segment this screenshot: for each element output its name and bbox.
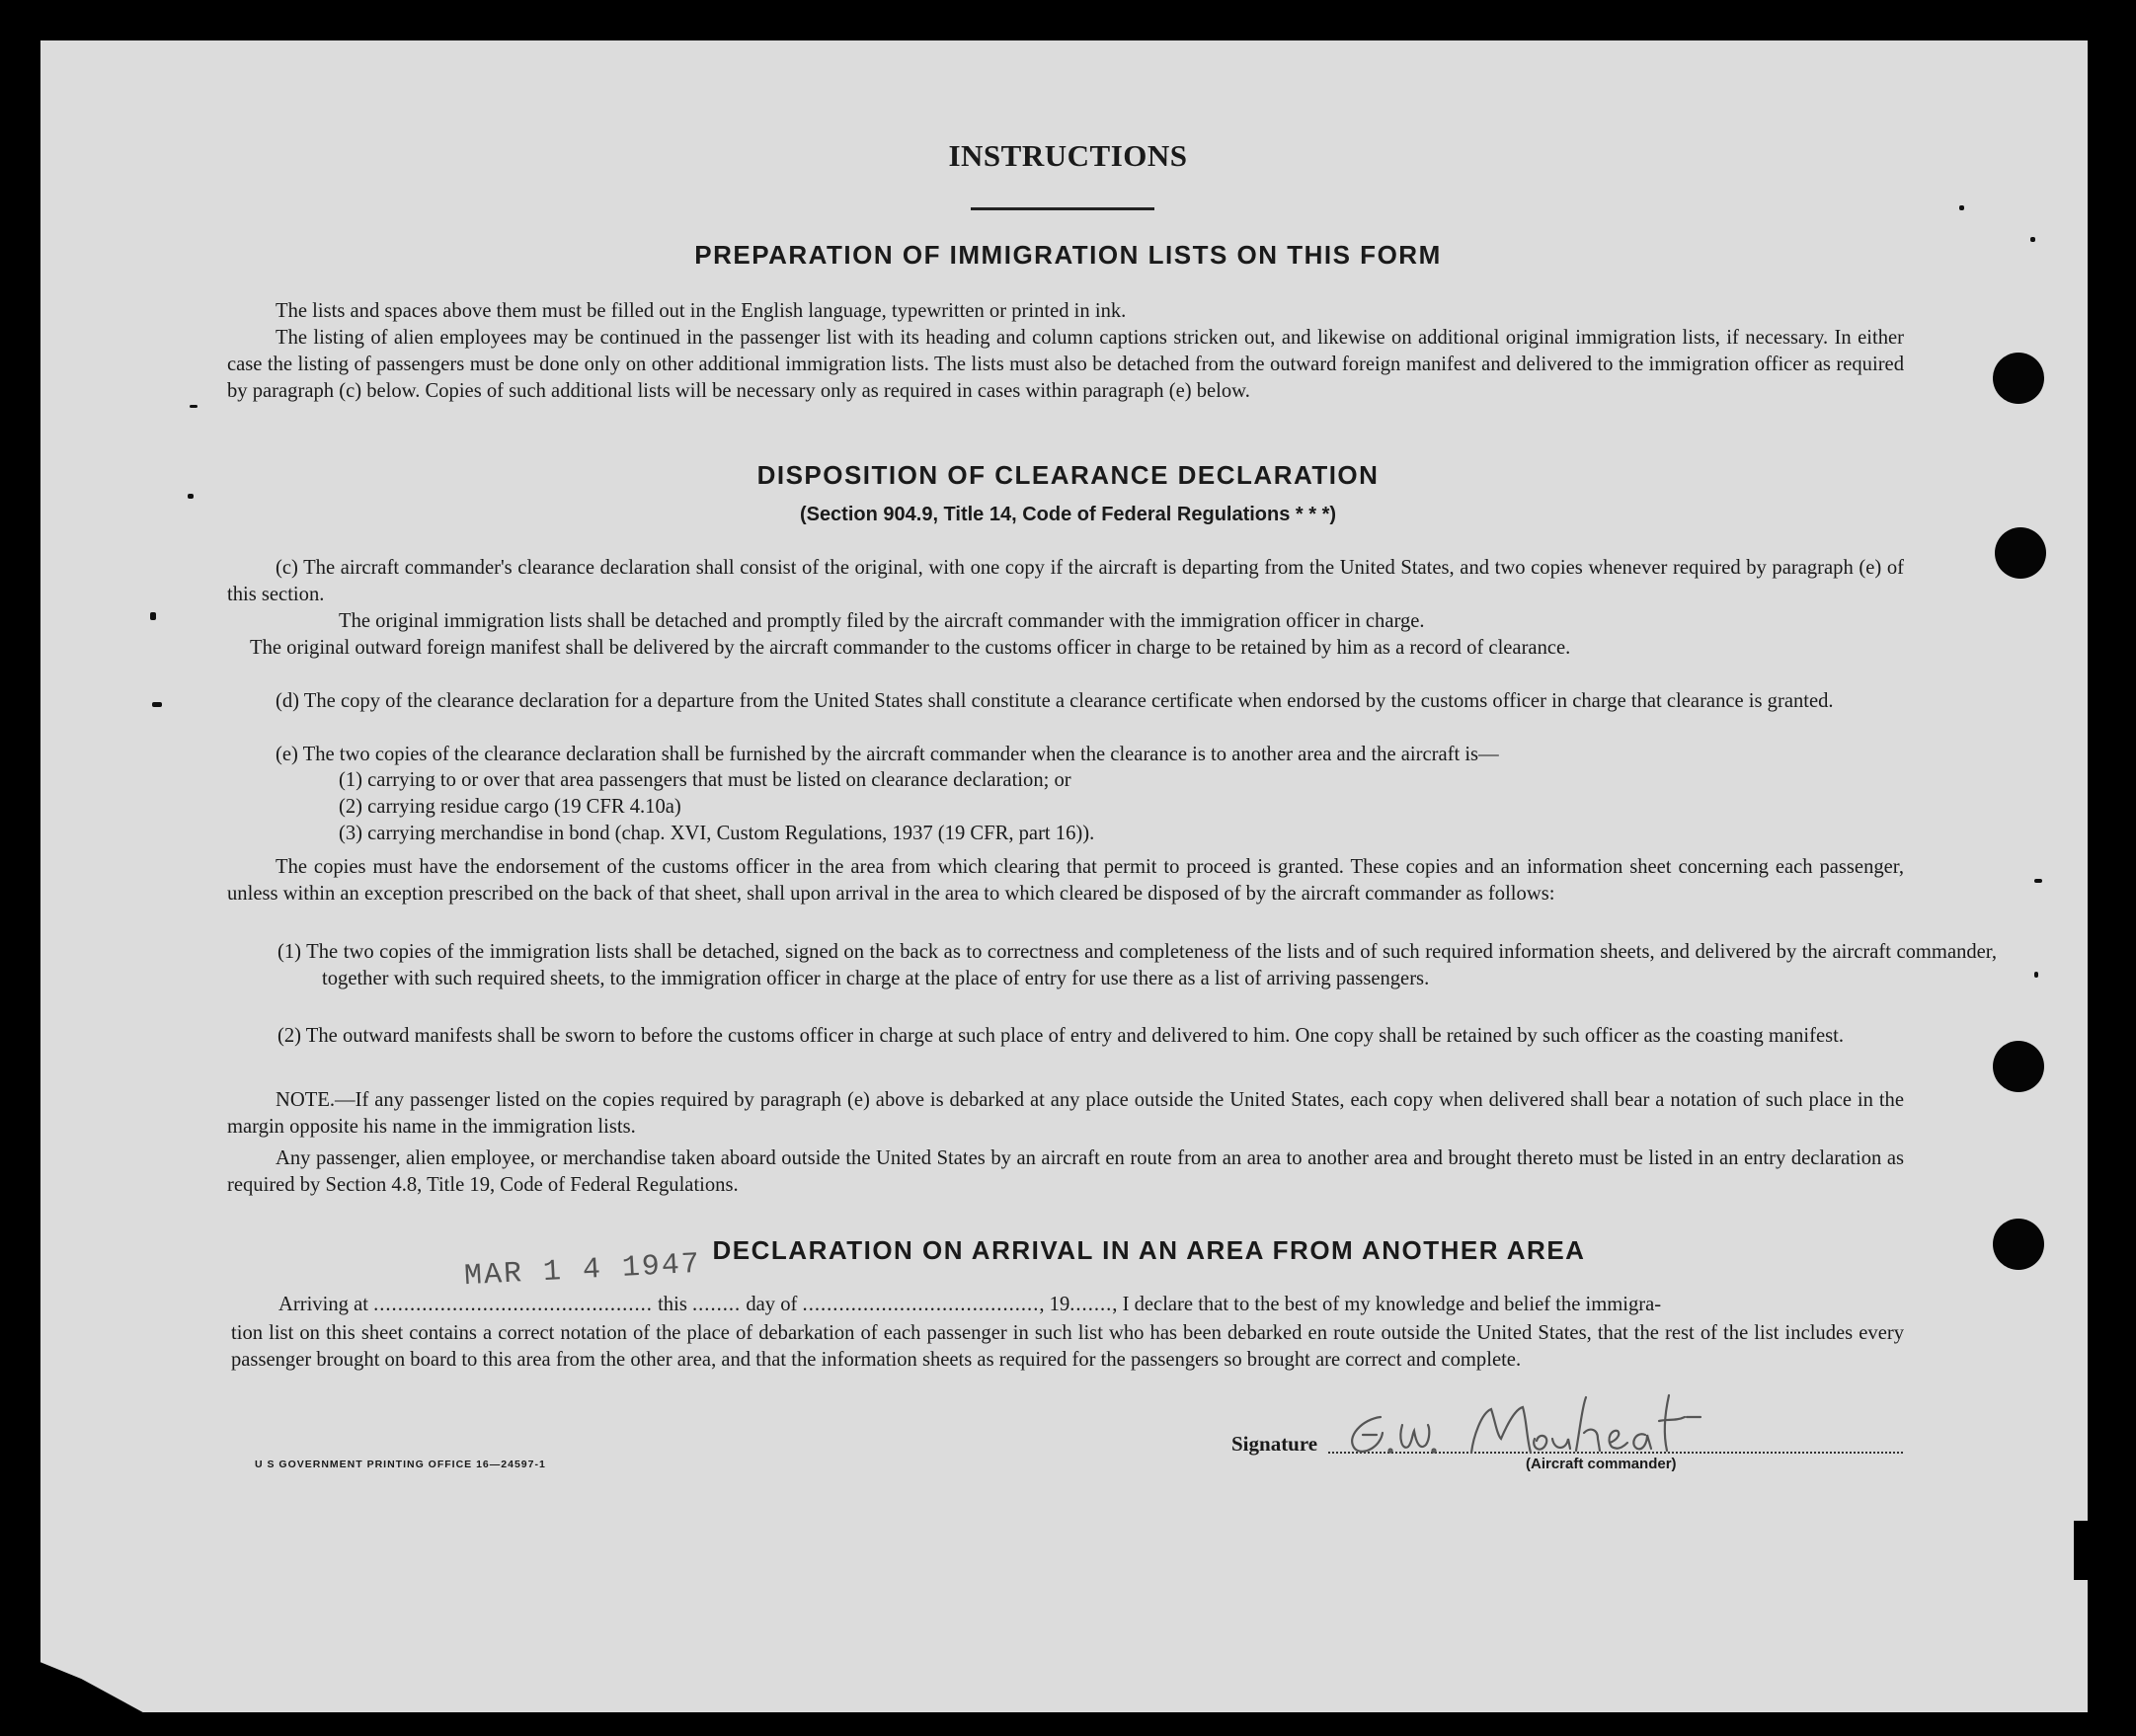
list-item-e1: (1) carrying to or over that area passengers that must be listed on clearance declaration; or: [339, 769, 1071, 791]
paragraph-e: (e) The two copies of the clearance declaration shall be furnished by the aircraft commander when the clearance is to another area and the aircraft is—: [276, 744, 1499, 765]
edge-tear: [2074, 1521, 2123, 1580]
paragraph-note: NOTE.—If any passenger listed on the copies required by paragraph (e) above is debarked at any place outside the United States, each copy when delivered shall bear a notation of such place in the margin opposite his name in the immigration lists.: [227, 1089, 1904, 1138]
paragraph-alien-employees: The listing of alien employees may be continued in the passenger list with its heading and column captions stricken out, and likewise on additional original immigration lists, if necessary. In either case the listing of passengers must be done only on other additional immigration lists. The lists must also be detached from the outward foreign manifest and delivered to the immigration officer as required by paragraph (c) below. Copies of such additional lists will be necessary only as required in cases within paragraph (e) below.: [227, 327, 1904, 402]
list-item-arrival-1: (1) The two copies of the immigration lists shall be detached, signed on the back as to correctness and completeness of the lists and of such required information sheets, and delivered by the aircraft commander, together with such required sheets, to the immigration officer in charge at the place of entry for use there as a list of arriving passengers.: [277, 941, 1997, 989]
speck: [190, 405, 198, 408]
punch-hole: [1995, 527, 2046, 579]
signature-label: Signature: [1231, 1432, 1318, 1456]
year-label: 19: [1049, 1294, 1070, 1315]
paragraph-c-outward-manifest: The original outward foreign manifest shall be delivered by the aircraft commander to the customs officer in charge to be retained by him as a record of clearance.: [250, 637, 1571, 659]
title-underline: [971, 207, 1154, 210]
list-item-arrival-2: (2) The outward manifests shall be sworn to before the customs officer in charge at such place of entry and delivered to him. One copy shall be retained by such officer as the coasting manifest.: [277, 1025, 1844, 1047]
section-heading-preparation: PREPARATION OF IMMIGRATION LISTS ON THIS FORM: [694, 240, 1442, 270]
day-field[interactable]: ........: [692, 1294, 742, 1315]
speck: [150, 612, 156, 620]
speck: [152, 702, 162, 707]
speck: [2034, 972, 2038, 978]
year-field[interactable]: .......: [1069, 1294, 1113, 1315]
speck: [1959, 205, 1964, 210]
speck: [2034, 879, 2042, 883]
list-item-e3: (3) carrying merchandise in bond (chap. XVI, Custom Regulations, 1937 (19 CFR, part 16)).: [339, 823, 1095, 844]
this-label: this: [658, 1294, 687, 1315]
declare-text: I declare that to the best of my knowledge and belief the immigra-: [1122, 1294, 1662, 1315]
paragraph-english-language: The lists and spaces above them must be filled out in the English language, typewritten or printed in ink.: [276, 300, 1127, 322]
list-item-e2: (2) carrying residue cargo (19 CFR 4.10a): [339, 796, 681, 818]
date-stamp: MAR 1 4 1947: [463, 1247, 702, 1295]
paragraph-any-passenger: Any passenger, alien employee, or merchandise taken aboard outside the United States by an aircraft en route from an area to another area and brought thereto must be listed in an entry declaration as required by Section 4.8, Title 19, Code of Federal Regulations.: [227, 1147, 1904, 1196]
paragraph-d: (d) The copy of the clearance declaration for a departure from the United States shall constitute a clearance certificate when endorsed by the customs officer in charge that clearance is granted.: [276, 690, 1834, 712]
speck: [188, 494, 194, 499]
printing-office-footer: U S GOVERNMENT PRINTING OFFICE 16—24597-1: [255, 1459, 546, 1470]
declaration-line-1: Arriving at .............................................. this ........ day of ......................................., 19......., I declare that to the best of my knowledge and belief the immigra-: [278, 1294, 1662, 1315]
arriving-label: Arriving at: [278, 1294, 368, 1315]
section-heading-disposition: DISPOSITION OF CLEARANCE DECLARATION: [756, 460, 1380, 490]
section-heading-declaration: DECLARATION ON ARRIVAL IN AN AREA FROM ANOTHER AREA: [712, 1235, 1586, 1265]
punch-hole: [1993, 353, 2044, 404]
signature-caption: (Aircraft commander): [1526, 1456, 1677, 1472]
section-subheading-citation: (Section 904.9, Title 14, Code of Federal Regulations * * *): [799, 504, 1337, 525]
paragraph-c: (c) The aircraft commander's clearance declaration shall consist of the original, with one copy if the aircraft is departing from the United States, and two copies whenever required by paragraph (e) of this section.: [227, 557, 1904, 605]
declaration-body: tion list on this sheet contains a correct notation of the place of debarkation of each passenger in such list who has been debarked en route outside the United States, that the rest of the list includes every passenger brought on board to this area from the other area, and that the information sheets as required for the passengers so brought are correct and complete.: [231, 1322, 1904, 1371]
page-title: INSTRUCTIONS: [948, 138, 1188, 173]
punch-hole: [1993, 1041, 2044, 1092]
month-field[interactable]: .......................................: [802, 1294, 1040, 1315]
paragraph-c-immigration-lists: The original immigration lists shall be detached and promptly filed by the aircraft commander with the immigration officer in charge.: [339, 610, 1425, 632]
arriving-field[interactable]: ..............................................: [373, 1294, 653, 1315]
paragraph-copies: The copies must have the endorsement of the customs officer in the area from which clearing that permit to proceed is granted. These copies and an information sheet concerning each passenger, unless within an exception prescribed on the back of that sheet, shall upon arrival in the area to which cleared be disposed of by the aircraft commander as follows:: [227, 856, 1904, 905]
day-of-label: day of: [746, 1294, 798, 1315]
